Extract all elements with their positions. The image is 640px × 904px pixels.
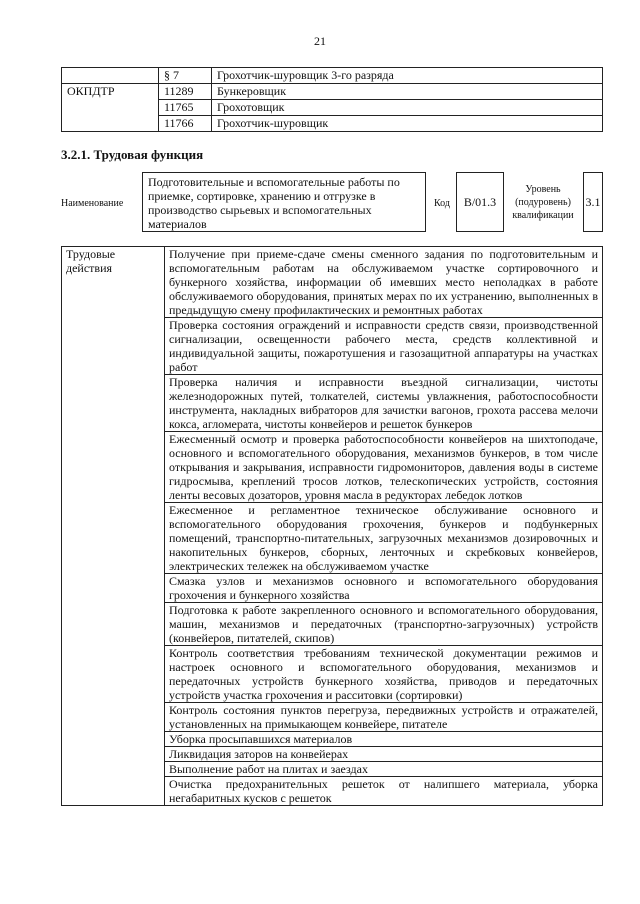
labour-action-item: Ликвидация заторов на конвейерах	[165, 747, 603, 762]
labour-action-item: Получение при приеме-сдаче смены сменного задания по подготовительным и вспомогательным работам на обслуживаемом участке сортировочного и бункерного хозяйства, информации об имевших место неполадках в работе обслуживаемого оборудования, принятых мерах по их устранению, выполненных в предыдущую смену профилактических и ремонтных работах	[165, 247, 603, 318]
table-cell	[62, 68, 159, 84]
labour-action-item: Смазка узлов и механизмов основного и вспомогательного оборудования грохочения и бункерного хозяйства	[165, 574, 603, 603]
table-cell: § 7	[159, 68, 212, 84]
function-code-box: В/01.3	[456, 172, 504, 232]
labour-action-item: Контроль состояния пунктов перегруза, передвижных устройств и отражателей, установленных на примыкающем конвейере, питателе	[165, 703, 603, 732]
table-row	[62, 68, 603, 84]
labour-action-item: Очистка предохранительных решеток от налипшего материала, уборка негабаритных кусков с решеток	[165, 777, 603, 806]
function-name-box: Подготовительные и вспомогательные работы по приемке, сортировке, хранению и отгрузке в производство сырьевых и вспомогательных материалов	[142, 172, 426, 232]
table-cell: 11289	[159, 84, 212, 100]
labour-action-item: Выполнение работ на плитах и заездах	[165, 762, 603, 777]
qualification-level-label: Уровень (подуровень) квалификации	[512, 184, 574, 221]
section-heading: 3.2.1. Трудовая функция	[61, 147, 204, 162]
table-cell: 11765	[159, 100, 212, 116]
function-name-label: Наименование	[61, 198, 124, 209]
labour-action-item: Ежесменный осмотр и проверка работоспособности конвейеров на шихтоподаче, основного и вспомогательного оборудования, механизмов бункеров, в том числе открывания и закрывания, исправности гидромониторов, давления воды в системе гидросмыва, креплений тросов лотков, телескопических устройств, состояния ленты весовых дозаторов, уровня масла в редукторах лебедок лотков	[165, 432, 603, 503]
qualification-level-box: 3.1	[583, 172, 603, 232]
labour-actions-table	[61, 246, 603, 806]
classifier-name-cell: ОКПДТР	[62, 84, 159, 132]
page-number: 21	[314, 34, 326, 48]
labour-action-item: Ежесменное и регламентное техническое обслуживание основного и вспомогательного оборудования грохочения, бункеров и подбункерных помещений, транспортно-питательных, загрузочных механизмов дозировочных и накопительных бункеров, сборных, ленточных и скребковых конвейеров, электрических тележек на обслуживаемом участке	[165, 503, 603, 574]
table-cell: 11766	[159, 116, 212, 132]
table-row	[62, 84, 603, 100]
labour-action-item: Проверка наличия и исправности въездной сигнализации, чистоты железнодорожных путей, толкателей, системы увлажнения, работоспособности инструмента, накладных вибраторов для зачистки вагонов, грохота рассева мелочи кокса, агломерата, чистоты конвейеров и решеток бункеров	[165, 375, 603, 432]
table-cell: Грохотчик-шуровщик	[212, 116, 603, 132]
labour-action-item: Контроль соответствия требованиям технической документации режимов и настроек основного и вспомогательного оборудования, механизмов и передаточных устройств бункерного хозяйства, приводов и передаточных устройств участка грохочения и расситовки (сортировки)	[165, 646, 603, 703]
classification-table	[61, 67, 603, 132]
table-cell: Бункеровщик	[212, 84, 603, 100]
labour-actions-label: Трудовые действия	[62, 247, 165, 806]
labour-action-item: Уборка просыпавшихся материалов	[165, 732, 603, 747]
table-cell: Грохотчик-шуровщик 3-го разряда	[212, 68, 603, 84]
function-code-label: Код	[434, 198, 450, 209]
table-row	[62, 247, 603, 318]
labour-action-item: Проверка состояния ограждений и исправности средств связи, производственной сигнализации, освещенности рабочего места, средств коллективной и индивидуальной защиты, пожаротушения и газозащитной аппаратуры на участках работ	[165, 318, 603, 375]
labour-action-item: Подготовка к работе закрепленного основного и вспомогательного оборудования, машин, механизмов и передаточных (транспортно-загрузочных) устройств (конвейеров, питателей, скипов)	[165, 603, 603, 646]
table-cell: Грохотовщик	[212, 100, 603, 116]
